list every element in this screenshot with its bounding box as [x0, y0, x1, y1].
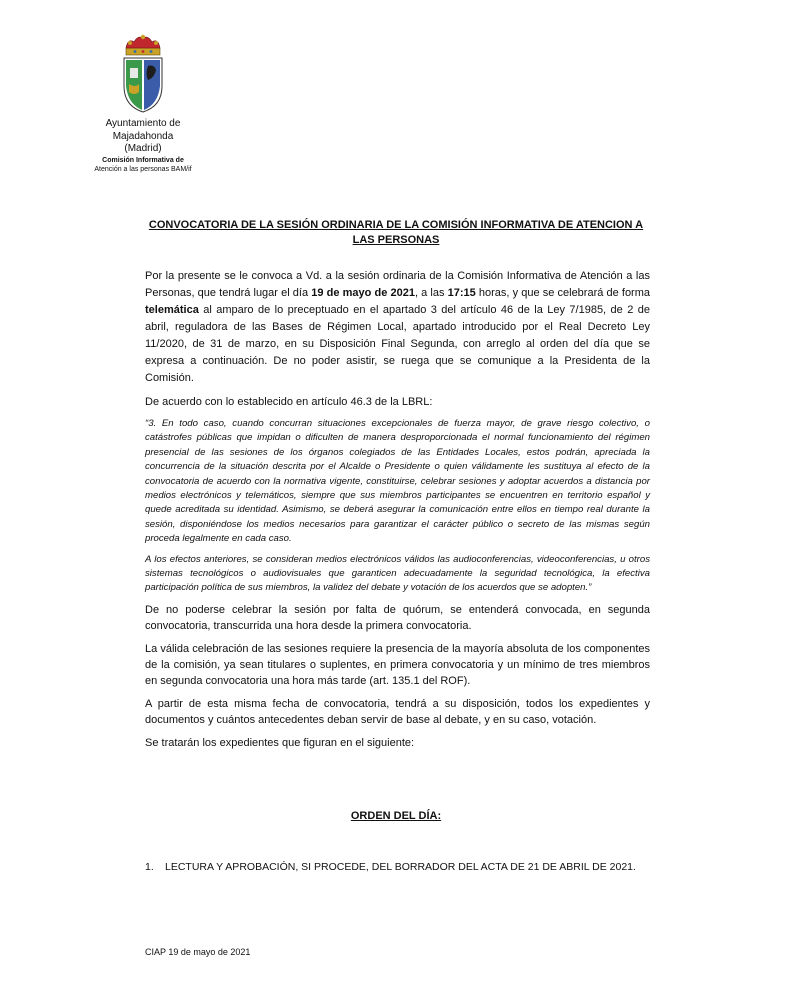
legal-quote-2: A los efectos anteriores, se consideran medios electrónicos válidos las audioconferencias, videoconferencias, u otros sistemas tecnológicos o audiovisuales que garanticen adecuadamente la seguridad tecnológica, la efectiva participación política de sus miembros, la validez del debate y votación de los acuerdos que se adopten.” — [145, 553, 650, 594]
intro-text-c: horas, y que se celebrará de forma — [475, 287, 650, 299]
intro-text-d: al amparo de lo preceptuado en el apartado 3 del artículo 46 de la Ley 7/1985, de 2 de abril, reguladora de las Bases de Régimen Local, apartado introducido por el Real Decreto Ley 11/2020, de 31 de marzo, en su Disposición Final Segunda, con arreglo al orden del día que se expresa a continuación. De no poder asistir, se ruega que se comunique a la Presidenta de la Comisión. — [145, 304, 650, 384]
lbrl-paragraph: De acuerdo con lo establecido en artículo 46.3 de la LBRL: — [145, 396, 433, 408]
document-body — [145, 268, 650, 758]
intro-text-b: , a las — [414, 287, 448, 299]
session-mode: telemática — [145, 304, 199, 316]
department-line1: Comisión Informativa de — [102, 156, 184, 164]
organization-header — [68, 118, 218, 174]
session-time: 17:15 — [447, 287, 476, 299]
page-footer: CIAP 19 de mayo de 2021 — [145, 947, 251, 957]
agenda-intro-paragraph: Se tratarán los expedientes que figuran en el siguiente: — [145, 736, 415, 749]
org-name-line1: Ayuntamiento de — [105, 118, 181, 129]
intro-paragraph — [145, 268, 650, 387]
document-title: CONVOCATORIA DE LA SESIÓN ORDINARIA DE LA COMISIÓN INFORMATIVA DE ATENCION A LAS PERSONAS — [148, 219, 644, 246]
agenda-item-text: LECTURA Y APROBACIÓN, SI PROCEDE, DEL BORRADOR DEL ACTA DE 21 DE ABRIL DE 2021. — [165, 861, 636, 873]
quorum-paragraph: De no poderse celebrar la sesión por falta de quórum, se entenderá convocada, en segunda convocatoria, transcurrida una hora desde la primera convocatoria. — [145, 603, 650, 632]
validity-paragraph: La válida celebración de las sesiones requiere la presencia de la mayoría absoluta de los componentes de la comisión, ya sean titulares o suplentes, en primera convocatoria y un mínimo de tres miembros en segunda convocatoria una hora más tarde (art. 135.1 del ROF). — [145, 642, 650, 687]
agenda-item — [145, 861, 655, 873]
agenda-title: ORDEN DEL DÍA: — [350, 810, 442, 822]
coat-of-arms-logo — [118, 34, 168, 114]
intro-text-a: Por la presente se le convoca a Vd. a la sesión ordinaria de la Comisión Informativa de Atención a las Personas, que tendrá lugar el día — [145, 270, 650, 299]
files-paragraph: A partir de esta misma fecha de convocatoria, tendrá a su disposición, todos los expedientes y documentos y cuántos antecedentes deban servir de base al debate, y en su caso, votación. — [145, 697, 650, 726]
session-date: 19 de mayo de 2021 — [311, 287, 415, 299]
department-line2: Atención a las personas BAM/if — [94, 165, 192, 173]
org-name-line3: (Madrid) — [124, 143, 162, 154]
agenda-item-number: 1. — [145, 861, 154, 873]
legal-quote-1: “3. En todo caso, cuando concurran situaciones excepcionales de fuerza mayor, de grave riesgo colectivo, o catástrofes públicas que impidan o dificulten de manera desproporcionada el normal funcionamiento del régimen presencial de las sesiones de los órganos colegiados de las Entidades Locales, estos podrán, apreciada la concurrencia de la situación descrita por el Alcalde o Presidente o quien válidamente les sustituya al efecto de la convocatoria de acuerdo con la normativa vigente, constituirse, celebrar sesiones y adoptar acuerdos a distancia por medios electrónicos y telemáticos, siempre que sus miembros participantes se encuentren en territorio español y quede acreditada su identidad. Asimismo, se deberá asegurar la comunicación entre ellos en tiempo real durante la sesión, disponiéndose los medios necesarios para garantizar el carácter público o secreto de las mismas según proceda legalmente en cada caso. — [145, 418, 650, 545]
org-name-line2: Majadahonda — [112, 130, 174, 142]
